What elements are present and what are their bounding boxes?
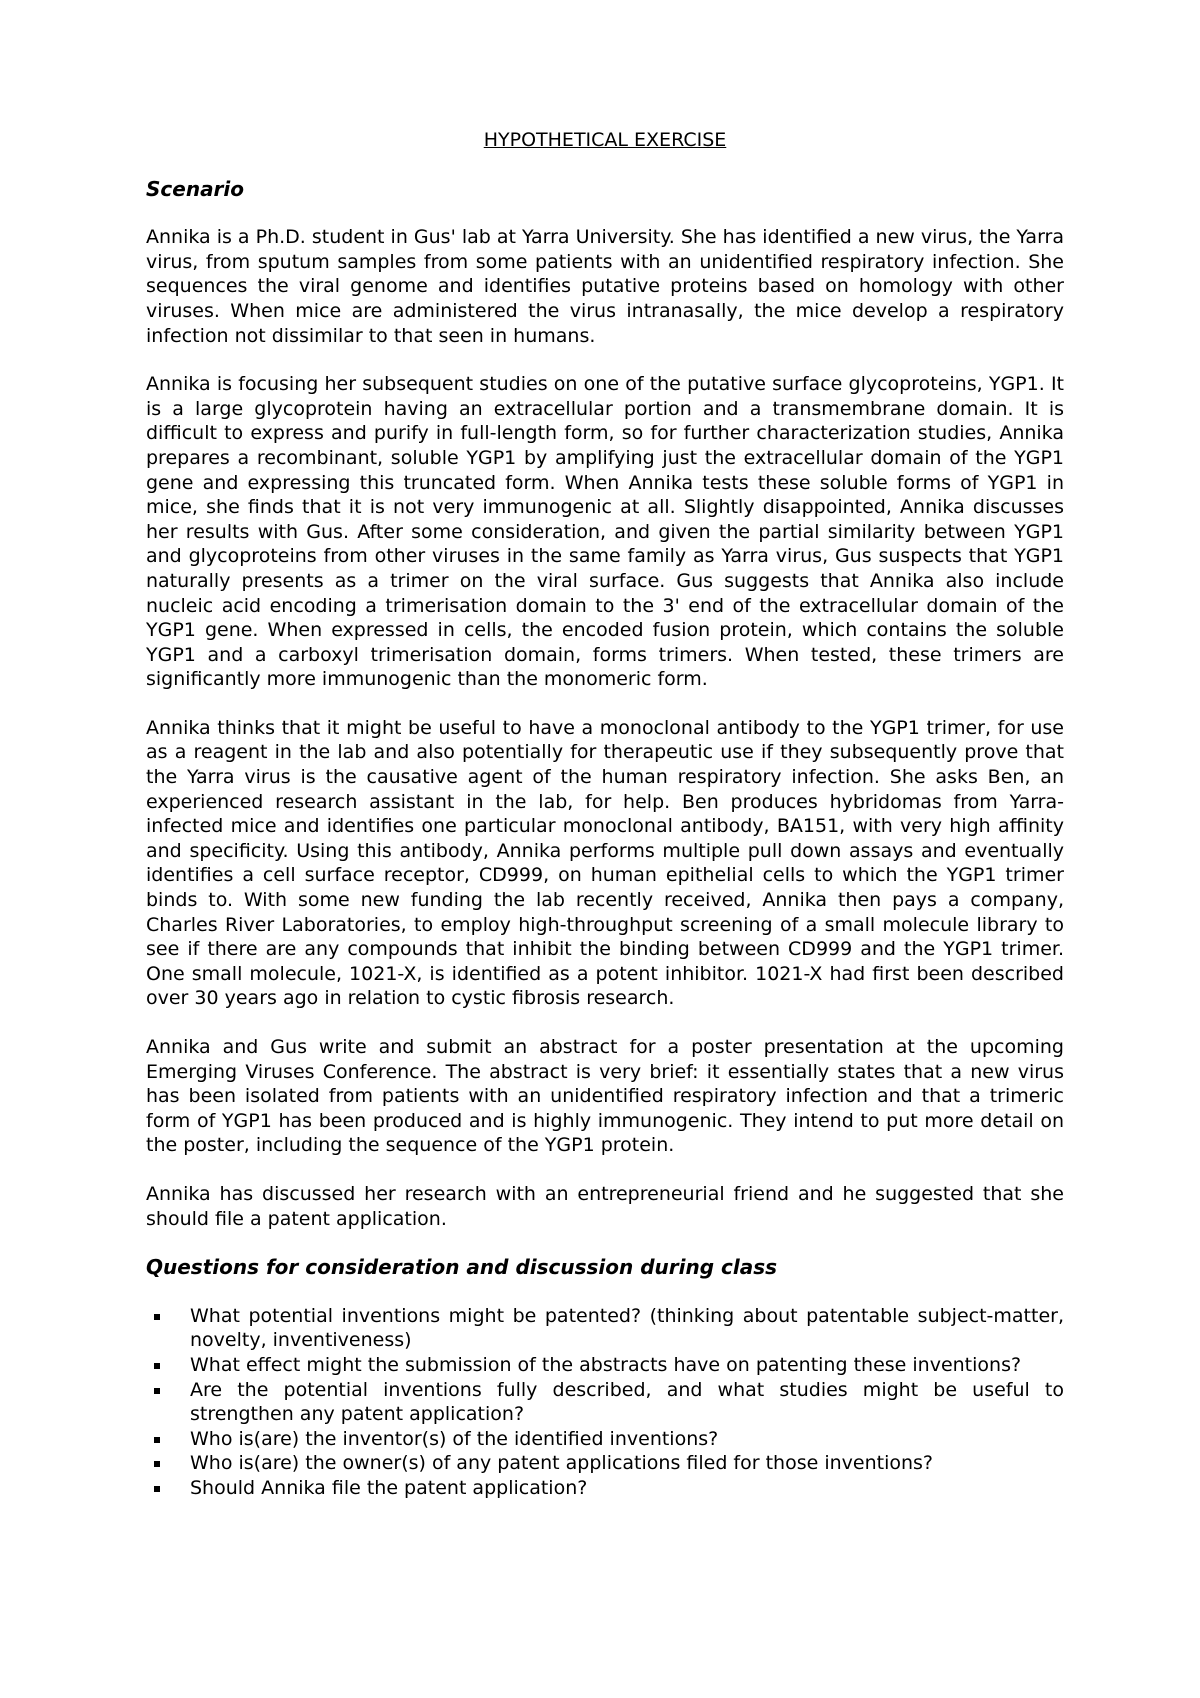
questions-heading: Questions for consideration and discussion during class: [146, 1255, 778, 1280]
scenario-paragraph-3: Annika thinks that it might be useful to have a monoclonal antibody to the YGP1 trimer, for use as a reagent in the lab and also potentially for therapeutic use if they subsequently prove that the Yarra virus is the causative agent of the human respiratory infection. She asks Ben, an experienced research assistant in the lab, for help. Ben produces hybridomas from Yarra-infected mice and identifies one particular monoclonal antibody, BA151, with very high affinity and specificity. Using this antibody, Annika performs multiple pull down assays and eventually identifies a cell surface receptor, CD999, on human epithelial cells to which the YGP1 trimer binds to. With some new funding the lab recently received, Annika then pays a company, Charles River Laboratories, to employ high-throughput screening of a small molecule library to see if there are any compounds that inhibit the binding between CD999 and the YGP1 trimer. One small molecule, 1021-X, is identified as a potent inhibitor. 1021-X had first been described over 30 years ago in relation to cystic fibrosis research.: [146, 716, 1064, 1010]
document-page: [146, 128, 1064, 1501]
bullet-icon: [154, 1314, 160, 1320]
question-text: What effect might the submission of the abstracts have on patenting these inventions?: [190, 1353, 1022, 1376]
question-item: [146, 1378, 1064, 1427]
scenario-paragraph-2: Annika is focusing her subsequent studies on one of the putative surface glycoproteins, YGP1. It is a large glycoprotein having an extracellular portion and a transmembrane domain. It is difficult to express and purify in full-length form, so for further characterization studies, Annika prepares a recombinant, soluble YGP1 by amplifying just the extracellular domain of the YGP1 gene and expressing this truncated form. When Annika tests these soluble forms of YGP1 in mice, she finds that it is not very immunogenic at all. Slightly disappointed, Annika discusses her results with Gus. After some consideration, and given the partial similarity between YGP1 and glycoproteins from other viruses in the same family as Yarra virus, Gus suspects that YGP1 naturally presents as a trimer on the viral surface. Gus suggests that Annika also include nucleic acid encoding a trimerisation domain to the 3' end of the extracellular domain of the YGP1 gene. When expressed in cells, the encoded fusion protein, which contains the soluble YGP1 and a carboxyl trimerisation domain, forms trimers. When tested, these trimers are significantly more immunogenic than the monomeric form.: [146, 373, 1064, 691]
bullet-icon: [154, 1486, 160, 1492]
scenario-paragraph-5: Annika has discussed her research with an entrepreneurial friend and he suggested that she should file a patent application.: [146, 1182, 1064, 1230]
scenario-paragraph-1: Annika is a Ph.D. student in Gus' lab at Yarra University. She has identified a new virus, the Yarra virus, from sputum samples from some patients with an unidentified respiratory infection. She sequences the viral genome and identifies putative proteins based on homology with other viruses. When mice are administered the virus intranasally, the mice develop a respiratory infection not dissimilar to that seen in humans.: [146, 226, 1064, 347]
document-title: HYPOTHETICAL EXERCISE: [483, 129, 727, 151]
questions-list: [146, 1304, 1064, 1501]
question-item: [146, 1353, 1064, 1378]
question-text: What potential inventions might be patented? (thinking about patentable subject-matter, novelty, inventiveness): [190, 1304, 1064, 1352]
bullet-icon: [154, 1363, 160, 1369]
question-item: [146, 1476, 1064, 1501]
bullet-icon: [154, 1388, 160, 1394]
question-item: [146, 1451, 1064, 1476]
bullet-icon: [154, 1437, 160, 1443]
bullet-icon: [154, 1461, 160, 1467]
scenario-paragraph-4: Annika and Gus write and submit an abstract for a poster presentation at the upcoming Emerging Viruses Conference. The abstract is very brief: it essentially states that a new virus has been isolated from patients with an unidentified respiratory infection and that a trimeric form of YGP1 has been produced and is highly immunogenic. They intend to put more detail on the poster, including the sequence of the YGP1 protein.: [146, 1036, 1064, 1157]
question-text: Who is(are) the owner(s) of any patent applications filed for those inventions?: [190, 1452, 934, 1475]
scenario-heading: Scenario: [146, 176, 245, 201]
question-item: [146, 1304, 1064, 1353]
question-text: Who is(are) the inventor(s) of the identified inventions?: [190, 1427, 719, 1450]
question-text: Are the potential inventions fully described, and what studies might be useful to strengthen any patent application?: [190, 1378, 1064, 1426]
question-text: Should Annika file the patent application?: [190, 1476, 588, 1499]
question-item: [146, 1427, 1064, 1452]
